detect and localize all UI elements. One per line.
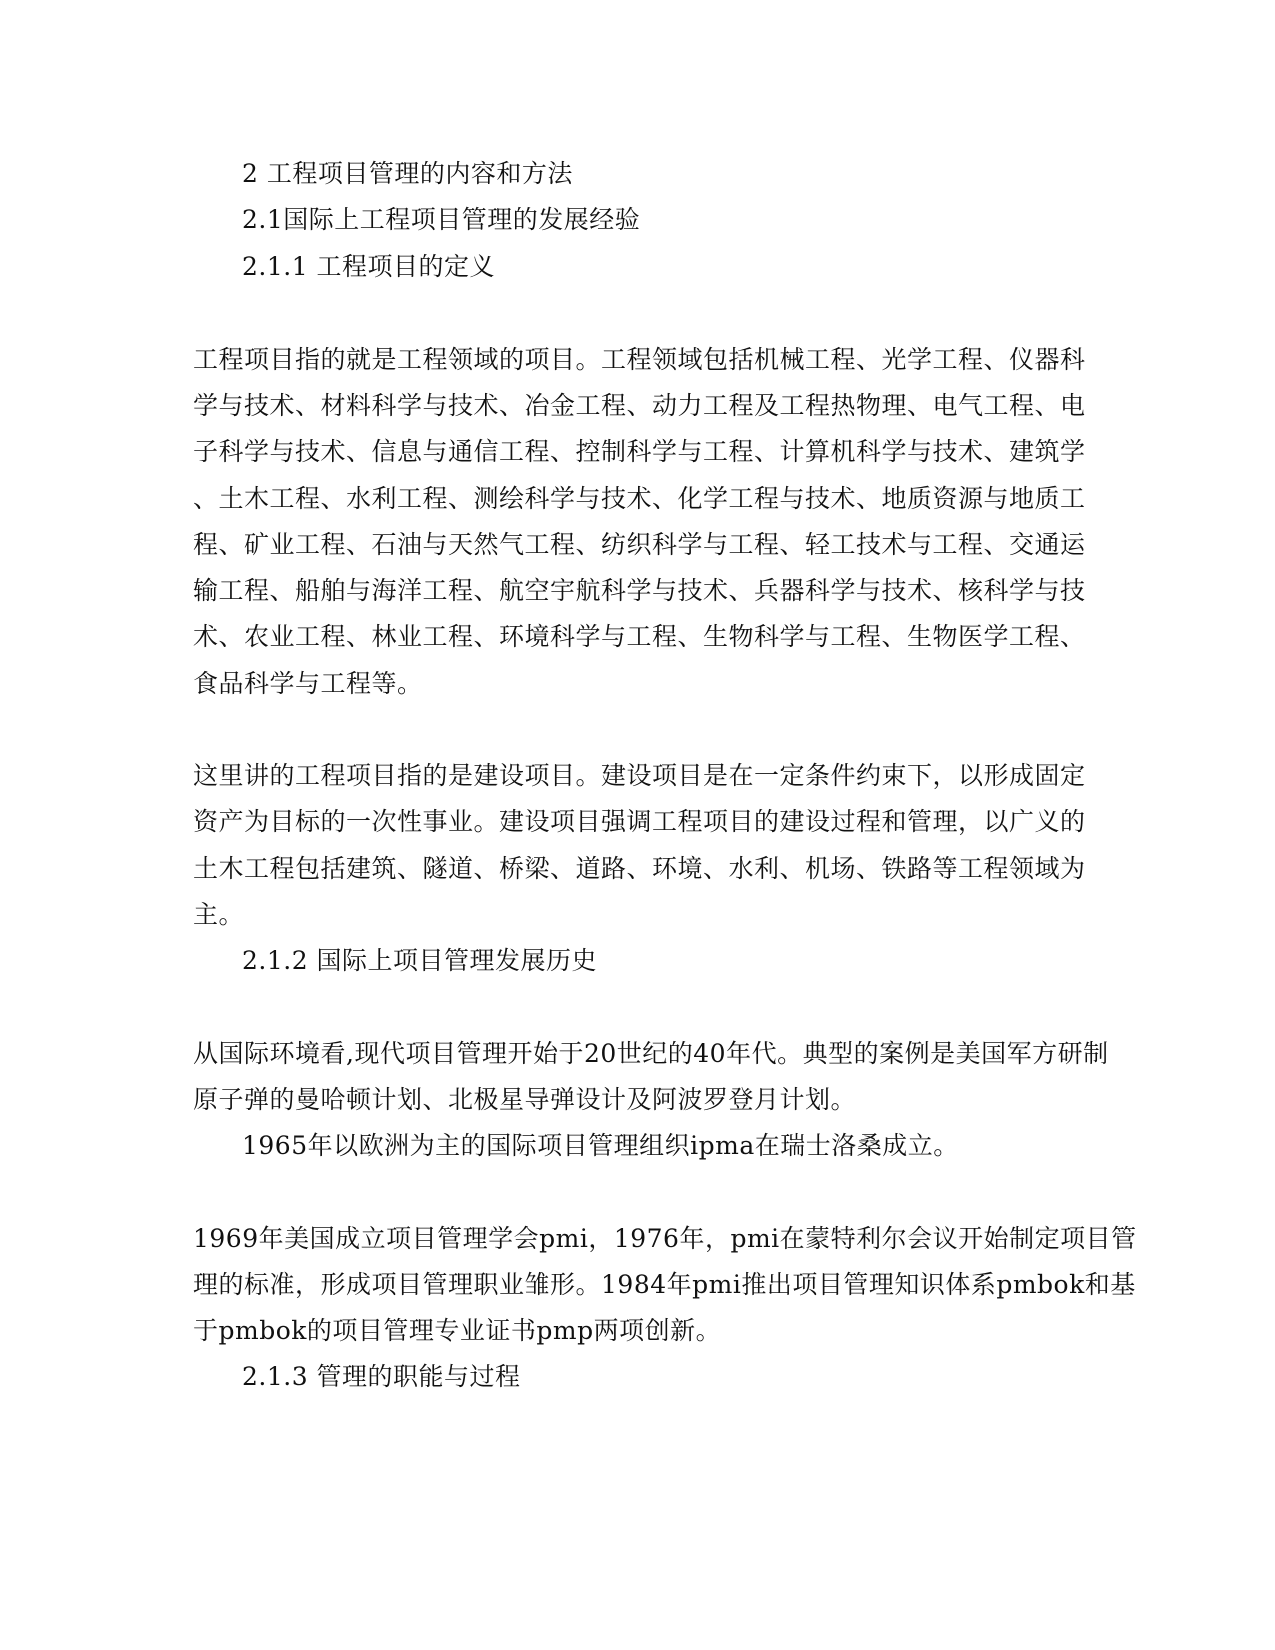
section-heading-2-1-1: 2.1.1 工程项目的定义 bbox=[242, 252, 496, 281]
paragraph-line: 学与技术、材料科学与技术、冶金工程、动力工程及工程热物理、电气工程、电 bbox=[193, 391, 1086, 420]
section-heading-2-1: 2.1国际上工程项目管理的发展经验 bbox=[242, 205, 641, 234]
paragraph-line: 输工程、船舶与海洋工程、航空宇航科学与技术、兵器科学与技术、核科学与技 bbox=[193, 576, 1086, 605]
paragraph-line: 术、农业工程、林业工程、环境科学与工程、生物科学与工程、生物医学工程、 bbox=[193, 622, 1086, 651]
section-heading-2-1-2: 2.1.2 国际上项目管理发展历史 bbox=[242, 946, 598, 975]
paragraph-line: 于pmbok的项目管理专业证书pmp两项创新。 bbox=[193, 1316, 722, 1345]
section-heading-2: 2 工程项目管理的内容和方法 bbox=[242, 159, 573, 188]
paragraph-line: 资产为目标的一次性事业。建设项目强调工程项目的建设过程和管理，以广义的 bbox=[193, 807, 1086, 836]
paragraph-line: 从国际环境看,现代项目管理开始于20世纪的40年代。典型的案例是美国军方研制 bbox=[193, 1039, 1109, 1068]
paragraph-line: 这里讲的工程项目指的是建设项目。建设项目是在一定条件约束下，以形成固定 bbox=[193, 761, 1086, 790]
paragraph-line: 程、矿业工程、石油与天然气工程、纺织科学与工程、轻工技术与工程、交通运 bbox=[193, 530, 1086, 559]
paragraph-line: 食品科学与工程等。 bbox=[193, 669, 423, 698]
paragraph-line: 子科学与技术、信息与通信工程、控制科学与工程、计算机科学与技术、建筑学 bbox=[193, 437, 1086, 466]
paragraph-line: 主。 bbox=[193, 900, 245, 929]
paragraph-line: 土木工程包括建筑、隧道、桥梁、道路、环境、水利、机场、铁路等工程领域为 bbox=[193, 854, 1086, 883]
paragraph-line: 工程项目指的就是工程领域的项目。工程领域包括机械工程、光学工程、仪器科 bbox=[193, 345, 1086, 374]
paragraph-line: 理的标准，形成项目管理职业雏形。1984年pmi推出项目管理知识体系pmbok和基 bbox=[193, 1270, 1136, 1299]
section-heading-2-1-3: 2.1.3 管理的职能与过程 bbox=[242, 1362, 521, 1391]
paragraph-line: 1969年美国成立项目管理学会pmi，1976年，pmi在蒙特利尔会议开始制定项目管 bbox=[193, 1224, 1137, 1253]
paragraph-line: 原子弹的曼哈顿计划、北极星导弹设计及阿波罗登月计划。 bbox=[193, 1085, 857, 1114]
paragraph-ipma: 1965年以欧洲为主的国际项目管理组织ipma在瑞士洛桑成立。 bbox=[242, 1131, 959, 1160]
paragraph-line: 、土木工程、水利工程、测绘科学与技术、化学工程与技术、地质资源与地质工 bbox=[193, 484, 1086, 513]
